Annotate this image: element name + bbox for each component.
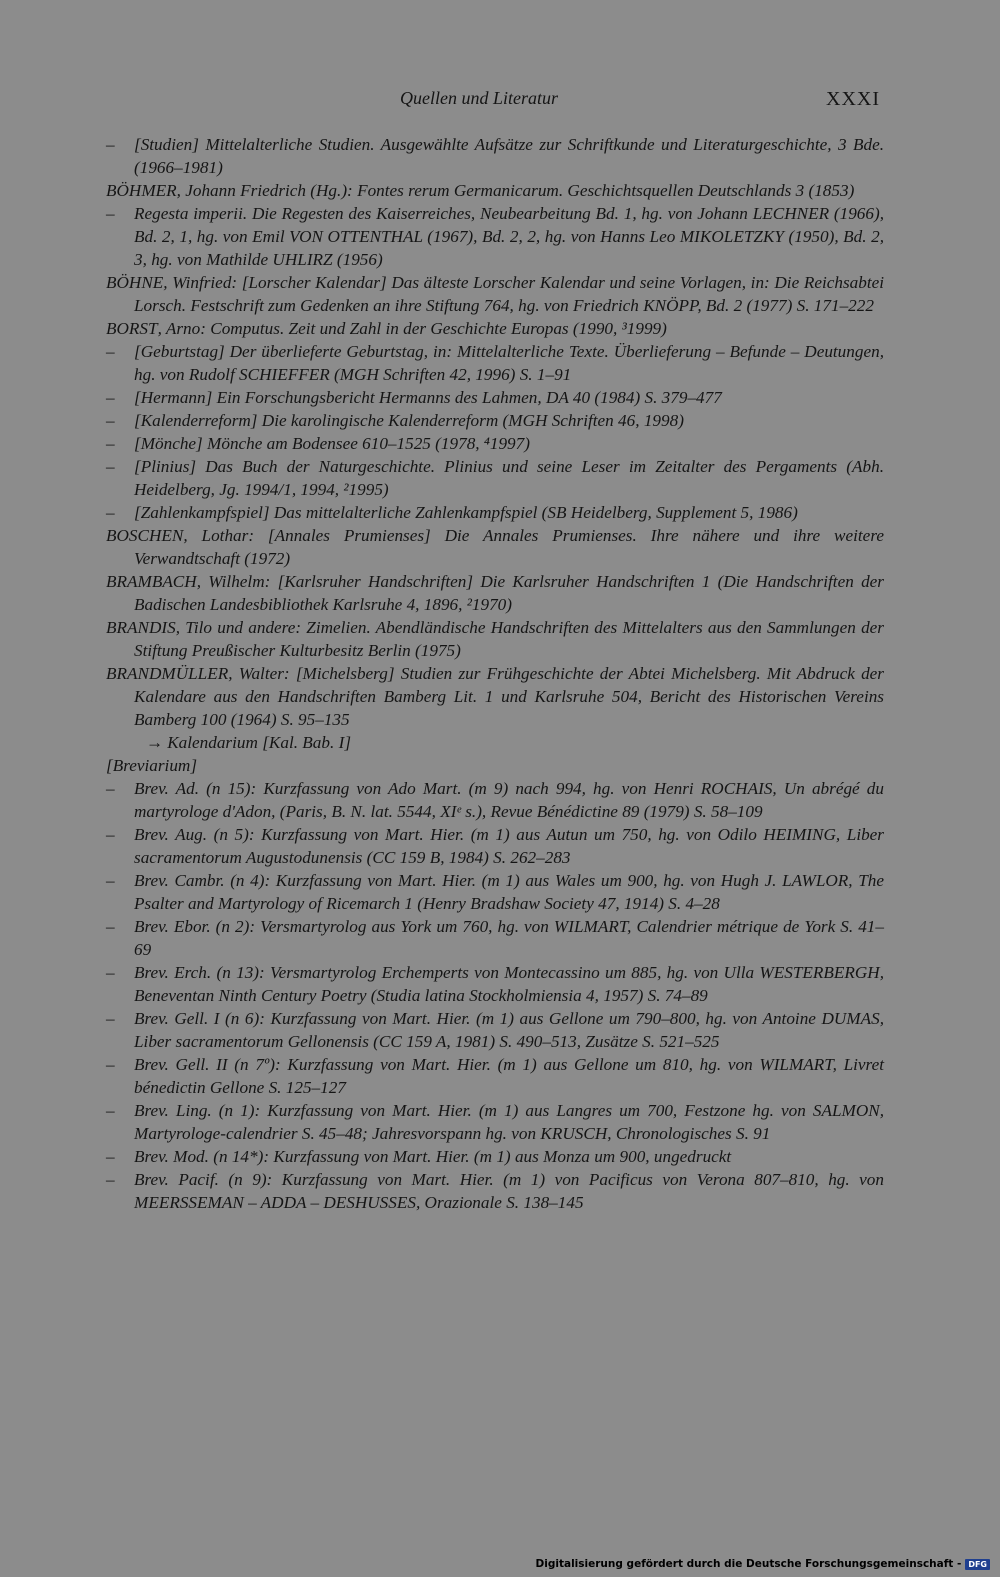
entry-text: Brev. Gell. II (n 7º): Kurzfassung von Mart. Hier. (m 1) aus Gellone um 810, hg. von WILMART, Livret bénedictin Gellone S. 125–127: [134, 1055, 884, 1097]
bibliography-entry: [106, 179, 884, 202]
entry-text: , Winfried: [Lorscher Kalendar] Das älteste Lorscher Kalendar und seine Vorlagen, in: Die Reichsabtei Lorsch. Festschrift zum Gedenken an ihre Stiftung 764, hg. von Friedrich KNÖPP, Bd. 2 (1977) S. 171–222: [134, 273, 884, 315]
entry-dash: –: [106, 871, 115, 890]
entry-text: Brev. Cambr. (n 4): Kurzfassung von Mart. Hier. (m 1) aus Wales um 900, hg. von Hugh J. LAWLOR, The Psalter and Martyrology of Ricemarch 1 (Henry Bradshaw Society 47, 1914) S. 4–28: [134, 871, 884, 913]
cross-reference-arrow-icon: →: [146, 733, 164, 752]
entry-text: Brev. Ebor. (n 2): Versmartyrolog aus York um 760, hg. von WILMART, Calendrier métrique de York S. 41–69: [134, 917, 884, 959]
entry-dash: –: [106, 204, 115, 223]
author-surname: BOSCHEN: [106, 526, 184, 545]
entry-text: Brev. Ad. (n 15): Kurzfassung von Ado Mart. (m 9) nach 994, hg. von Henri ROCHAIS, Un abrégé du martyrologe d'Adon, (Paris, B. N. lat. 5544, XIᵉ s.), Revue Bénédictine 89 (1979) S. 58–109: [134, 779, 884, 821]
entry-text: [Kalenderreform] Die karolingische Kalenderreform (MGH Schriften 46, 1998): [134, 411, 684, 430]
entry-text: , Johann Friedrich (Hg.): Fontes rerum Germanicarum. Geschichtsquellen Deutschlands 3 (1853): [176, 181, 855, 200]
entry-text: , Walter: [Michelsberg] Studien zur Frühgeschichte der Abtei Michelsberg. Mit Abdruck der Kalendare aus den Handschriften Bamberg Lit. 1 und Karlsruhe 504, Bericht des Historischen Vereins Bamberg 100 (1964) S. 95–135: [134, 664, 884, 729]
author-surname: BORST: [106, 319, 158, 338]
entry-text: Kalendarium [Kal. Bab. I]: [167, 733, 352, 752]
bibliography-entry: [106, 1053, 884, 1099]
entry-dash: –: [106, 917, 115, 936]
page-header: [0, 88, 1000, 118]
entry-dash: –: [106, 1055, 115, 1074]
bibliography-entry: [106, 754, 884, 777]
entry-text: Brev. Gell. I (n 6): Kurzfassung von Mart. Hier. (m 1) aus Gellone um 790–800, hg. von Antoine DUMAS, Liber sacramentorum Gellonensis (CC 159 A, 1981) S. 490–513, Zusätze S. 521–525: [134, 1009, 884, 1051]
author-surname: BÖHNE: [106, 273, 164, 292]
entry-text: [Hermann] Ein Forschungsbericht Hermanns des Lahmen, DA 40 (1984) S. 379–477: [134, 388, 722, 407]
entry-text: Brev. Mod. (n 14*): Kurzfassung von Mart. Hier. (m 1) aus Monza um 900, ungedruckt: [134, 1147, 732, 1166]
bibliography-entry: [106, 570, 884, 616]
bibliography-entry: [106, 1007, 884, 1053]
bibliography-entry: [106, 386, 884, 409]
entry-text: Brev. Aug. (n 5): Kurzfassung von Mart. Hier. (m 1) aus Autun um 750, hg. von Odilo HEIMING, Liber sacramentorum Augustodunensis (CC 159 B, 1984) S. 262–283: [134, 825, 884, 867]
entry-dash: –: [106, 411, 115, 430]
entry-text: [Plinius] Das Buch der Naturgeschichte. Plinius und seine Leser im Zeitalter des Pergaments (Abh. Heidelberg, Jg. 1994/1, 1994, ²1995): [134, 457, 884, 499]
entry-text: Brev. Pacif. (n 9): Kurzfassung von Mart. Hier. (m 1) von Pacificus von Verona 807–810, hg. von MEERSSEMAN – ADDA – DESHUSSES, Orazionale S. 138–145: [134, 1170, 884, 1212]
entry-dash: –: [106, 1101, 115, 1120]
bibliography-entry: [106, 432, 884, 455]
entry-text: Brev. Erch. (n 13): Versmartyrolog Erchemperts von Montecassino um 885, hg. von Ulla WESTERBERGH, Beneventan Ninth Century Poetry (Studia latina Stockholmiensia 4, 1957) S. 74–89: [134, 963, 884, 1005]
entry-text: , Arno: Computus. Zeit und Zahl in der Geschichte Europas (1990, ³1999): [157, 319, 667, 338]
running-title: Quellen und Literatur: [400, 88, 558, 108]
entry-dash: –: [106, 503, 115, 522]
bibliography-entry: [106, 501, 884, 524]
bibliography-entry: [106, 133, 884, 179]
entry-dash: –: [106, 388, 115, 407]
bibliography-entry: [106, 1099, 884, 1145]
bibliography-list: [106, 133, 884, 1214]
entry-dash: –: [106, 457, 115, 476]
author-surname: BÖHMER: [106, 181, 177, 200]
dfg-logo: DFG: [965, 1559, 990, 1570]
entry-dash: –: [106, 135, 115, 154]
bibliography-entry: [106, 524, 884, 570]
bibliography-entry: [106, 1168, 884, 1214]
entry-dash: –: [106, 963, 115, 982]
bibliography-entry: [106, 616, 884, 662]
bibliography-entry: [106, 823, 884, 869]
entry-text: [Geburtstag] Der überlieferte Geburtstag, in: Mittelalterliche Texte. Überlieferung – Befunde – Deutungen, hg. von Rudolf SCHIEFFER (MGH Schriften 42, 1996) S. 1–91: [134, 342, 884, 384]
bibliography-entry: [106, 271, 884, 317]
bibliography-entry: [106, 455, 884, 501]
entry-text: Brev. Ling. (n 1): Kurzfassung von Mart. Hier. (m 1) aus Langres um 700, Festzone hg. von SALMON, Martyrologe-calendrier S. 45–48; Jahresvorspann hg. von KRUSCH, Chronologisches S. 91: [134, 1101, 884, 1143]
entry-dash: –: [106, 434, 115, 453]
entry-text: , Wilhelm: [Karlsruher Handschriften] Die Karlsruher Handschriften 1 (Die Handschriften der Badischen Landesbibliothek Karlsruhe 4, 1896, ²1970): [134, 572, 884, 614]
bibliography-entry: [106, 961, 884, 1007]
entry-dash: –: [106, 1147, 115, 1166]
bibliography-entry: [106, 1145, 884, 1168]
bibliography-entry: [106, 409, 884, 432]
bibliography-entry: [106, 869, 884, 915]
bibliography-entry: [106, 731, 884, 754]
entry-text: , Tilo und andere: Zimelien. Abendländische Handschriften des Mittelalters aus den Sammlungen der Stiftung Preußischer Kulturbesitz Berlin (1975): [134, 618, 884, 660]
entry-text: [Mönche] Mönche am Bodensee 610–1525 (1978, ⁴1997): [134, 434, 530, 453]
entry-text: [Breviarium]: [106, 756, 198, 775]
entry-text: , Lothar: [Annales Prumienses] Die Annales Prumienses. Ihre nähere und ihre weitere Verwandtschaft (1972): [134, 526, 884, 568]
author-surname: BRANDIS: [106, 618, 176, 637]
bibliography-entry: [106, 662, 884, 731]
entry-dash: –: [106, 1170, 115, 1189]
entry-dash: –: [106, 825, 115, 844]
footer: [536, 1558, 990, 1570]
bibliography-entry: [106, 915, 884, 961]
bibliography-entry: [106, 317, 884, 340]
author-surname: BRANDMÜLLER: [106, 664, 229, 683]
funding-note: Digitalisierung gefördert durch die Deutsche Forschungsgemeinschaft -: [535, 1558, 962, 1570]
author-surname: BRAMBACH: [106, 572, 197, 591]
bibliography-entry: [106, 777, 884, 823]
entry-dash: –: [106, 342, 115, 361]
entry-dash: –: [106, 779, 115, 798]
bibliography-entry: [106, 340, 884, 386]
page-number: XXXI: [826, 88, 880, 110]
entry-text: Regesta imperii. Die Regesten des Kaiserreiches, Neubearbeitung Bd. 1, hg. von Johann LECHNER (1966), Bd. 2, 1, hg. von Emil VON OTTENTHAL (1967), Bd. 2, 2, hg. von Hanns Leo MIKOLETZKY (1950), Bd. 2, 3, hg. von Mathilde UHLIRZ (1956): [134, 204, 884, 269]
entry-text: [Studien] Mittelalterliche Studien. Ausgewählte Aufsätze zur Schriftkunde und Literaturgeschichte, 3 Bde. (1966–1981): [134, 135, 884, 177]
entry-text: [Zahlenkampfspiel] Das mittelalterliche Zahlenkampfspiel (SB Heidelberg, Supplement 5, 1986): [134, 503, 798, 522]
entry-dash: –: [106, 1009, 115, 1028]
bibliography-entry: [106, 202, 884, 271]
